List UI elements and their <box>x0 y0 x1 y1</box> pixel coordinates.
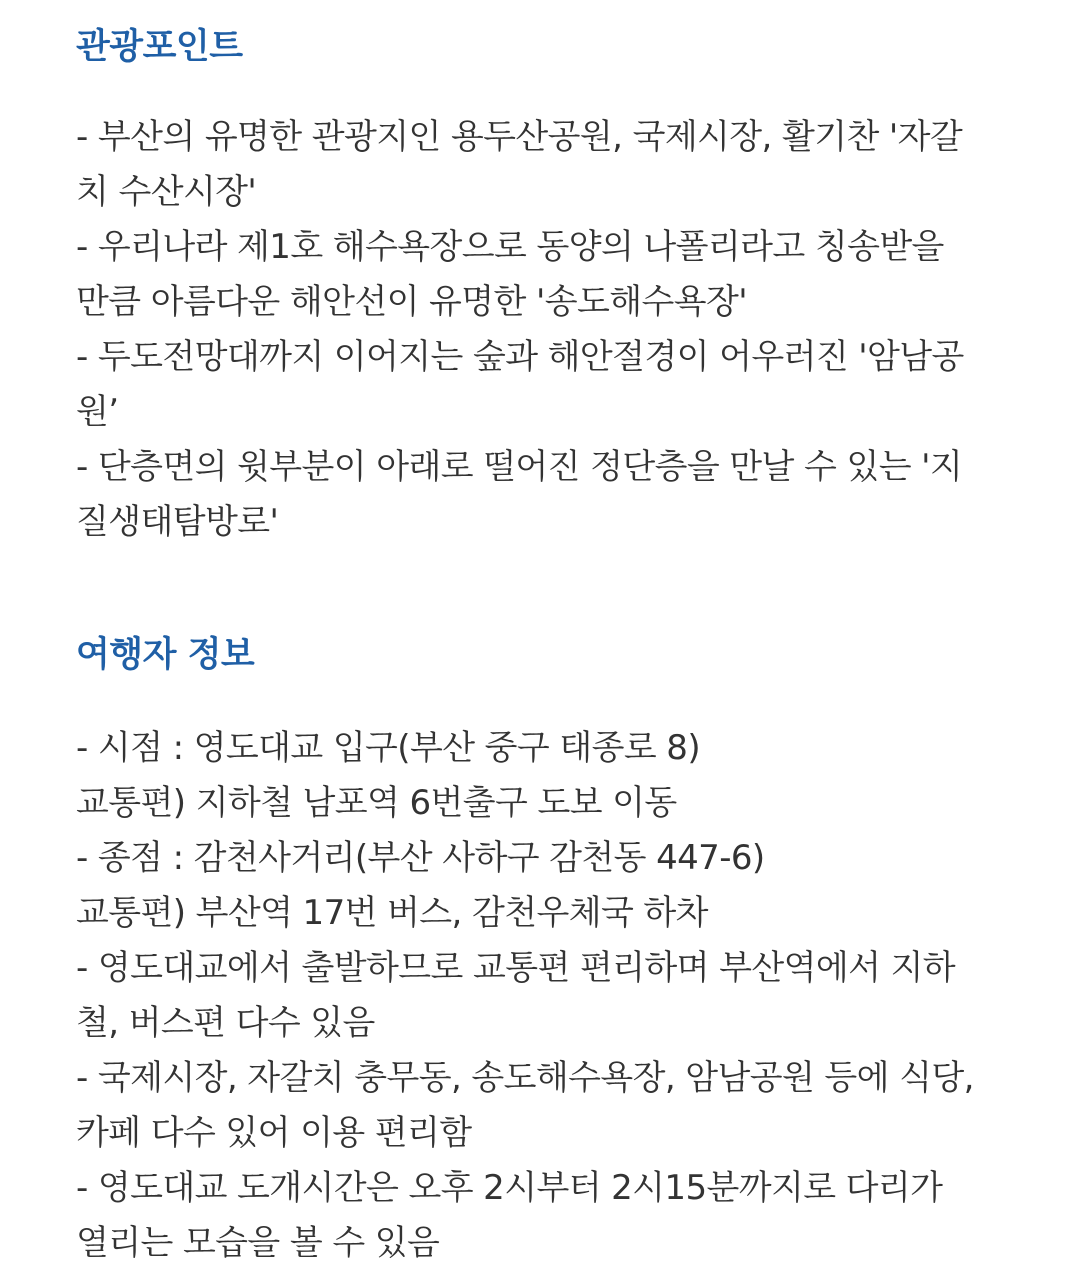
tourist-points-section <box>76 24 1002 550</box>
tourist-points-line: - 우리나라 제1호 해수욕장으로 동양의 나폴리라고 칭송받을 <box>76 227 944 267</box>
tourist-points-line: - 두도전망대까지 이어지는 숲과 해안절경이 어우러진 '암남공 <box>76 337 964 377</box>
tourist-points-line: - 단층면의 윗부분이 아래로 떨어진 정단층을 만날 수 있는 '지 <box>76 447 963 487</box>
traveler-info-line: 교통편) 지하철 남포역 6번출구 도보 이동 <box>76 783 677 823</box>
traveler-info-line: 철, 버스편 다수 있음 <box>76 1003 375 1043</box>
tourist-points-heading: 관광포인트 <box>76 27 243 67</box>
tourist-points-line: 원’ <box>76 392 119 432</box>
traveler-info-line: 열리는 모습을 볼 수 있음 <box>76 1223 440 1263</box>
traveler-info-body <box>76 721 1002 1271</box>
tourist-points-body <box>76 110 1002 550</box>
traveler-info-line: - 국제시장, 자갈치 충무동, 송도해수욕장, 암남공원 등에 식당, <box>76 1058 974 1098</box>
tourist-points-line: 만큼 아름다운 해안선이 유명한 '송도해수욕장' <box>76 282 747 322</box>
tourist-points-line: 치 수산시장' <box>76 172 257 212</box>
traveler-info-heading: 여행자 정보 <box>76 635 255 675</box>
traveler-info-line: - 시점 : 영도대교 입구(부산 중구 태종로 8) <box>76 728 700 768</box>
traveler-info-line: 카페 다수 있어 이용 편리함 <box>76 1113 472 1153</box>
traveler-info-line: - 영도대교에서 출발하므로 교통편 편리하며 부산역에서 지하 <box>76 948 956 988</box>
traveler-info-line: - 종점 : 감천사거리(부산 사하구 감천동 447-6) <box>76 838 765 878</box>
traveler-info-section <box>76 632 1002 1271</box>
tourist-points-line: 질생태탐방로' <box>76 502 279 542</box>
traveler-info-line: - 영도대교 도개시간은 오후 2시부터 2시15분까지로 다리가 <box>76 1168 943 1208</box>
traveler-info-line: 교통편) 부산역 17번 버스, 감천우체국 하차 <box>76 893 708 933</box>
tourist-points-line: - 부산의 유명한 관광지인 용두산공원, 국제시장, 활기찬 '자갈 <box>76 117 963 157</box>
